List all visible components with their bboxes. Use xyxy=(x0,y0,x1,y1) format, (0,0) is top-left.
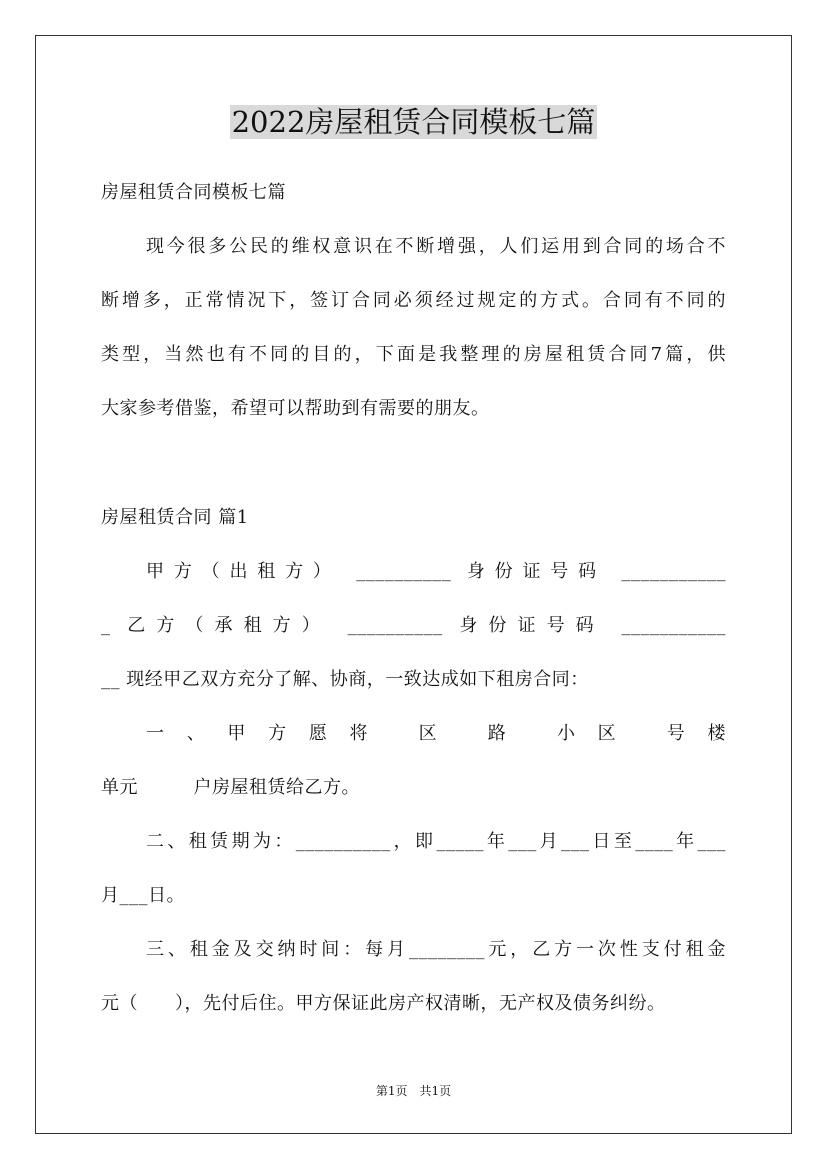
page-number: 第1页 共1页 xyxy=(375,1084,452,1098)
contract-line: 单元 户房屋租赁给乙方。 xyxy=(101,777,360,798)
contract-line: 甲方（出租方） __________ 身份证号码 ___________ xyxy=(146,561,726,582)
contract-line: 元（ ），先付后住。甲方保证此房产权清晰，无产权及债务纠纷。 xyxy=(101,993,666,1014)
contract-line: __ 现经甲乙双方充分了解、协商，一致达成如下租房合同： xyxy=(101,669,589,690)
intro-line: 大家参考借鉴，希望可以帮助到有需要的朋友。 xyxy=(101,398,490,419)
contract-line: 二、租赁期为：__________，即_____年___月___日至____年___ xyxy=(146,831,726,852)
contract-line: 一、甲方愿将 区 路 小区 号楼 xyxy=(146,723,726,744)
contract-line: 三、租金及交纳时间：每月________元，乙方一次性支付租金 xyxy=(146,939,726,960)
section-heading: 房屋租赁合同 篇1 xyxy=(101,507,249,528)
intro-line: 现今很多公民的维权意识在不断增强，人们运用到合同的场合不 xyxy=(146,236,726,257)
document-subtitle: 房屋租赁合同模板七篇 xyxy=(101,182,286,203)
contract-line: _ 乙方（承租方） __________ 身份证号码 ___________ xyxy=(101,615,726,636)
document-title: 2022房屋租赁合同模板七篇 xyxy=(231,105,596,139)
contract-line: 月___日。 xyxy=(101,885,185,906)
intro-line: 类型，当然也有不同的目的，下面是我整理的房屋租赁合同7篇，供 xyxy=(101,344,726,365)
intro-line: 断增多，正常情况下，签订合同必须经过规定的方式。合同有不同的 xyxy=(101,290,726,311)
